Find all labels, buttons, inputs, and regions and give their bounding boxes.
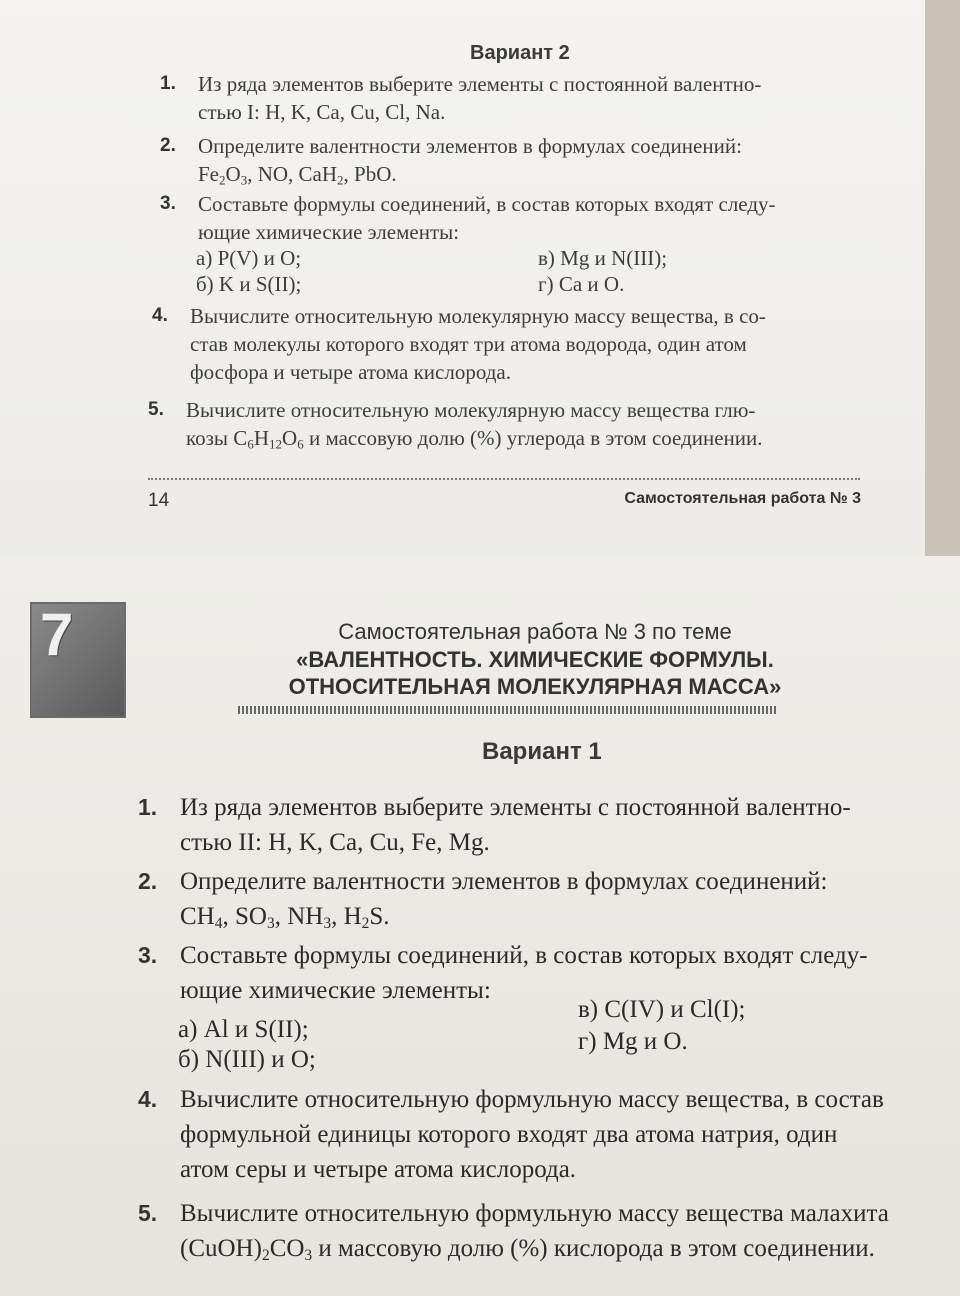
task-text-line: Определите валентности элементов в формулах соединений: [198, 134, 742, 158]
task-text-line: формульной единицы которого входят два атома натрия, один [180, 1121, 838, 1148]
task-number: 2. [160, 135, 176, 156]
task-number: 3. [138, 942, 158, 968]
task-text-line: фосфора и четыре атома кислорода. [190, 360, 511, 384]
top-option-a: а) P(V) и O; [196, 246, 302, 270]
task-number: 5. [148, 399, 164, 420]
bottom-task-5 [138, 1196, 889, 1266]
task-text-line: Составьте формулы соединений, в состав которых входят следу- [180, 942, 868, 969]
task-text-line: Вычислите относительную формульную массу вещества малахита [180, 1200, 889, 1227]
task-number: 1. [160, 73, 176, 94]
top-option-v: в) Mg и N(III); [538, 246, 668, 270]
footer-divider [148, 478, 860, 480]
task-text-line: Вычислите относительную формульную массу вещества, в состав [180, 1086, 884, 1113]
task-number: 4. [138, 1086, 158, 1112]
bottom-task-4 [138, 1082, 884, 1187]
formula-line: козы $C_6H_{12}O_6$ и массовую долю (%) углерода в этом соединении. [186, 426, 763, 452]
task-text-line: стью II: H, K, Ca, Cu, Fe, Mg. [180, 829, 490, 856]
task-text-line: Из ряда элементов выберите элементы с постоянной валентно- [198, 72, 762, 96]
top-page [0, 0, 925, 592]
task-text-line: Из ряда элементов выберите элементы с постоянной валентно- [180, 794, 851, 821]
task-number: 5. [138, 1200, 158, 1226]
task-text-line: Вычислите относительную молекулярную массу вещества глю- [186, 398, 756, 422]
task-number: 4. [152, 305, 168, 326]
formula-line: $CH_4$, $SO_3$, $NH_3$, $H_2S$. [180, 903, 390, 932]
task-text-line: Вычислите относительную молекулярную массу вещества, в со- [190, 304, 766, 328]
bottom-task-1 [138, 790, 851, 860]
formula-line: $Fe_2O_3$, NO, CaH$_2$, PbO. [198, 162, 397, 188]
heading-divider [238, 706, 778, 714]
bottom-task-3 [138, 938, 868, 1008]
heading-line-1: Самостоятельная работа № 3 по теме [338, 619, 732, 644]
top-task-4 [152, 302, 766, 386]
task-text-line: атом серы и четыре атома кислорода. [180, 1156, 577, 1183]
bottom-option-g: г) Mg и O. [578, 1028, 688, 1055]
heading-line-3: ОТНОСИТЕЛЬНАЯ МОЛЕКУЛЯРНАЯ МАССА» [288, 674, 782, 699]
heading-line-2: «ВАЛЕНТНОСТЬ. ХИМИЧЕСКИЕ ФОРМУЛЫ. [296, 647, 774, 672]
work-heading [270, 618, 800, 700]
running-footer-title: Самостоятельная работа № 3 [624, 490, 861, 507]
bottom-option-b: б) N(III) и O; [178, 1046, 316, 1073]
task-text-line: ющие химические элементы: [180, 977, 491, 1004]
task-text-line: Составьте формулы соединений, в состав которых входят следу- [198, 192, 776, 216]
task-text-line: стью I: H, K, Ca, Cu, Cl, Na. [198, 100, 446, 124]
variant-1-title: Вариант 1 [482, 738, 602, 765]
top-option-g: г) Ca и O. [538, 272, 625, 296]
top-task-1 [160, 70, 761, 126]
task-number: 3. [160, 193, 176, 214]
bottom-task-2 [138, 864, 828, 934]
chapter-number: 7 [40, 601, 74, 668]
top-option-b: б) K и S(II); [196, 272, 302, 296]
top-task-2 [160, 132, 742, 188]
bottom-option-a: а) Al и S(II); [178, 1016, 309, 1043]
formula-line: $(CuOH)_2CO_3$ и массовую долю (%) кислорода в этом соединении. [180, 1235, 875, 1264]
variant-2-title: Вариант 2 [470, 42, 570, 64]
task-text-line: став молекулы которого входят три атома водорода, один атом [190, 332, 747, 356]
top-task-5 [148, 396, 763, 452]
task-number: 2. [138, 868, 158, 894]
top-task-3 [160, 190, 776, 246]
task-text-line: ющие химические элементы: [198, 220, 460, 244]
bottom-option-v: в) C(IV) и Cl(I); [578, 996, 746, 1023]
page-number: 14 [148, 490, 170, 511]
task-number: 1. [138, 794, 158, 820]
task-text-line: Определите валентности элементов в формулах соединений: [180, 868, 828, 895]
